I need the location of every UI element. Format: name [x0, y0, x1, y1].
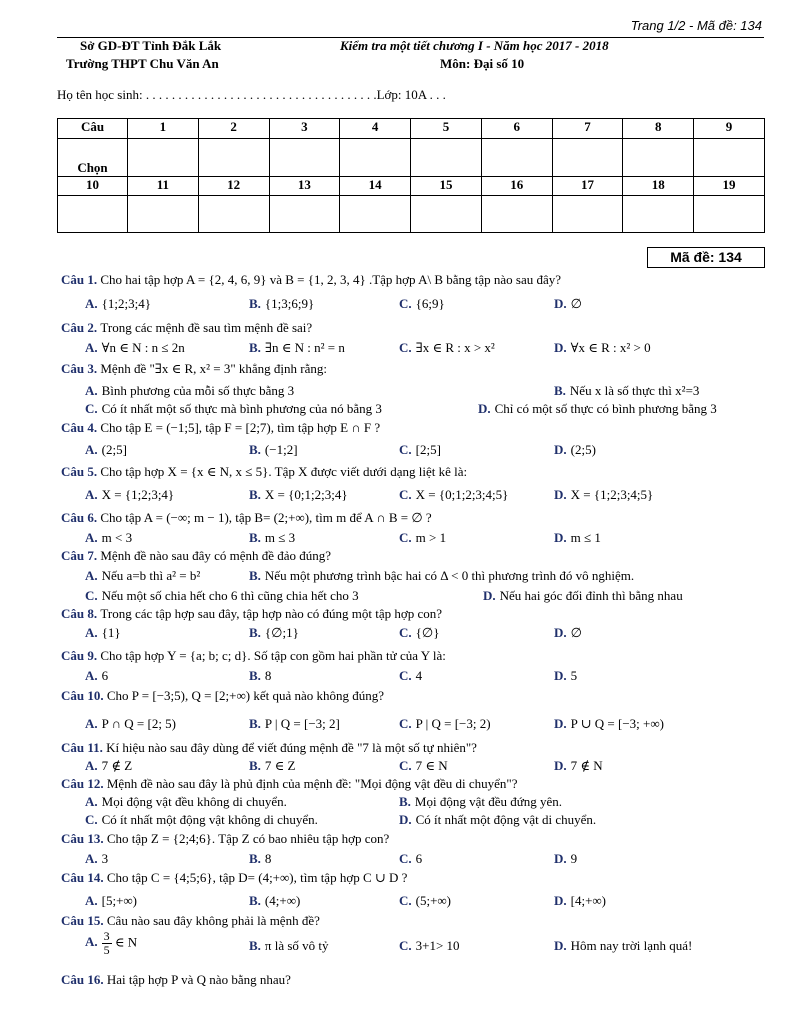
option-text: (5;+∞) — [415, 893, 452, 908]
option-c[interactable] — [399, 758, 448, 774]
question-text: Cho tập Z = {2;4;6}. Tập Z có bao nhiêu tập hợp con? — [106, 831, 390, 846]
option-text: m < 3 — [101, 530, 133, 545]
option-a[interactable] — [85, 930, 137, 957]
option-letter: A. — [85, 758, 98, 773]
option-text: Nếu một số chia hết cho 6 thì cũng chia hết cho 3 — [101, 588, 359, 603]
question-label: Câu 3. — [61, 361, 101, 376]
q-number-cell: 19 — [694, 177, 765, 196]
question-9 — [61, 648, 446, 664]
option-a[interactable] — [85, 296, 151, 312]
option-text: ∈ N — [111, 934, 138, 950]
q-number-cell: 18 — [623, 177, 694, 196]
option-text: {∅} — [415, 625, 440, 640]
q-number-cell: 12 — [198, 177, 269, 196]
option-letter: B. — [249, 716, 261, 731]
answer-choice-row-1 — [58, 139, 765, 177]
option-b[interactable] — [249, 668, 271, 684]
question-text: Câu nào sau đây không phải là mệnh đề? — [106, 913, 320, 928]
answer-cell[interactable] — [269, 196, 340, 233]
q-number-cell: 6 — [481, 119, 552, 139]
question-4 — [61, 420, 380, 436]
option-letter: D. — [554, 851, 567, 866]
student-info-line: Họ tên học sinh: . . . . . . . . . . . . . . . . . . . . . . . . . . . . . . . . . . . .Lớp: 10A . . . — [57, 87, 446, 102]
q-number-cell: 8 — [623, 119, 694, 139]
option-letter: A. — [85, 625, 98, 640]
question-text: Kí hiệu nào sau đây dùng để viết đúng mệnh đề "7 là một số tự nhiên"? — [106, 740, 477, 755]
question-11 — [61, 740, 477, 756]
option-letter: B. — [249, 442, 261, 457]
option-text: 6 — [101, 668, 109, 683]
q-number-cell: 4 — [340, 119, 411, 139]
option-c[interactable] — [399, 340, 495, 356]
option-d[interactable] — [554, 938, 692, 954]
option-d[interactable] — [554, 758, 603, 774]
option-b[interactable] — [249, 938, 329, 954]
option-a[interactable] — [85, 758, 132, 774]
option-text: 8 — [264, 851, 272, 866]
option-letter: C. — [399, 893, 412, 908]
q-number-cell: 13 — [269, 177, 340, 196]
option-b[interactable] — [249, 487, 348, 503]
option-text: ∀x ∈ R : x² > 0 — [570, 340, 651, 355]
option-text: ∅ — [570, 296, 582, 311]
option-a[interactable] — [85, 851, 108, 867]
answer-cell[interactable] — [340, 196, 411, 233]
q-number-cell: 7 — [552, 119, 623, 139]
q-label-cell: Câu — [58, 119, 128, 139]
page-label: Trang 1/2 - Mã đề: 134 — [630, 18, 762, 33]
option-letter: C. — [399, 340, 412, 355]
q-number-cell: 15 — [411, 177, 482, 196]
question-label: Câu 16. — [61, 972, 107, 987]
option-letter: A. — [85, 893, 98, 908]
option-letter: A. — [85, 296, 98, 311]
question-8 — [61, 606, 442, 622]
q-number-cell: 14 — [340, 177, 411, 196]
answer-cell[interactable] — [411, 139, 482, 177]
option-text: Nếu a=b thì a² = b² — [101, 568, 201, 583]
option-d[interactable] — [554, 716, 664, 732]
option-d[interactable] — [478, 401, 717, 417]
option-text: Chỉ có một số thực có bình phương bằng 3 — [494, 401, 717, 416]
q-number-cell: 11 — [128, 177, 199, 196]
question-10 — [61, 688, 384, 704]
option-letter: D. — [554, 893, 567, 908]
option-d[interactable] — [554, 893, 606, 909]
option-text: [2;5] — [415, 442, 441, 457]
option-text: Có ít nhất một động vật không di chuyển. — [101, 812, 318, 827]
q-number-cell: 9 — [694, 119, 765, 139]
question-1 — [61, 272, 561, 288]
q-number-cell: 5 — [411, 119, 482, 139]
question-label: Câu 5. — [61, 464, 101, 479]
answer-cell[interactable] — [198, 196, 269, 233]
question-text: Trong các tập hợp sau đây, tập hợp nào có đúng một tập hợp con? — [100, 606, 443, 621]
answer-cell[interactable] — [623, 139, 694, 177]
option-text: Có ít nhất một số thực mà bình phương của nó bằng 3 — [101, 401, 382, 416]
option-letter: D. — [554, 758, 567, 773]
option-letter: D. — [478, 401, 491, 416]
option-a[interactable] — [85, 794, 287, 810]
option-text: [5;+∞) — [101, 893, 138, 908]
fraction-denominator: 5 — [103, 943, 110, 957]
option-b[interactable] — [249, 758, 296, 774]
option-letter: D. — [554, 716, 567, 731]
answer-cell[interactable] — [694, 139, 765, 177]
question-label: Câu 7. — [61, 548, 101, 563]
option-c[interactable] — [85, 401, 382, 417]
answer-header-row-2 — [58, 177, 765, 196]
question-text: Trong các mệnh đề sau tìm mệnh đề sai? — [100, 320, 313, 335]
choice-label-cell: Chọn — [58, 139, 128, 177]
option-letter: A. — [85, 487, 98, 502]
question-label: Câu 1. — [61, 272, 101, 287]
option-letter: A. — [85, 934, 98, 950]
option-letter: A. — [85, 340, 98, 355]
option-c[interactable] — [85, 812, 318, 828]
option-c[interactable] — [399, 938, 460, 954]
option-letter: A. — [85, 442, 98, 457]
option-text: 3 — [101, 851, 109, 866]
option-c[interactable] — [399, 893, 451, 909]
option-text: X = {1;2;3;4} — [101, 487, 175, 502]
option-text: ∃n ∈ N : n² = n — [264, 340, 345, 355]
option-letter: B. — [249, 758, 261, 773]
option-b[interactable] — [249, 340, 345, 356]
option-a[interactable] — [85, 383, 294, 399]
option-text: P ∪ Q = [−3; +∞) — [570, 716, 664, 731]
option-text: 7 ∉ N — [570, 758, 603, 773]
answer-cell[interactable] — [552, 196, 623, 233]
option-text: {∅;1} — [264, 625, 299, 640]
option-text: 9 — [570, 851, 578, 866]
option-text: (−1;2] — [264, 442, 298, 457]
option-d[interactable] — [554, 487, 653, 503]
option-letter: D. — [554, 340, 567, 355]
option-d[interactable] — [399, 812, 596, 828]
option-text: (2;5) — [570, 442, 596, 457]
option-letter: C. — [399, 851, 412, 866]
option-a[interactable] — [85, 893, 137, 909]
option-letter: C. — [85, 812, 98, 827]
option-text: [4;+∞) — [570, 893, 607, 908]
option-text: Hôm nay trời lạnh quá! — [570, 938, 693, 953]
question-label: Câu 4. — [61, 420, 101, 435]
question-text: Mệnh đề nào sau đây có mệnh đề đảo đúng? — [100, 548, 332, 563]
option-letter: D. — [399, 812, 412, 827]
question-15 — [61, 913, 320, 929]
option-letter: D. — [554, 625, 567, 640]
question-text: Cho P = [−3;5), Q = [2;+∞) kết quả nào không đúng? — [106, 688, 385, 703]
option-text: Nếu một phương trình bậc hai có Δ < 0 thì phương trình đó vô nghiệm. — [264, 568, 635, 583]
option-text: Bình phương của mỗi số thực bằng 3 — [101, 383, 295, 398]
option-letter: A. — [85, 383, 98, 398]
exam-title: Kiểm tra một tiết chương I - Năm học 2017 - 2018 — [340, 38, 609, 53]
option-b[interactable] — [249, 568, 634, 584]
option-b[interactable] — [249, 442, 298, 458]
option-text: {1} — [101, 625, 121, 640]
option-d[interactable] — [554, 340, 651, 356]
question-label: Câu 11. — [61, 740, 107, 755]
option-letter: B. — [249, 625, 261, 640]
option-c[interactable] — [399, 442, 441, 458]
option-a[interactable] — [85, 668, 108, 684]
option-letter: C. — [85, 588, 98, 603]
question-label: Câu 13. — [61, 831, 107, 846]
question-7 — [61, 548, 331, 564]
option-c[interactable] — [399, 487, 508, 503]
option-text: Mọi động vật đều đứng yên. — [414, 794, 563, 809]
option-letter: C. — [399, 442, 412, 457]
question-6 — [61, 510, 432, 526]
option-letter: B. — [249, 938, 261, 953]
option-b[interactable] — [249, 893, 300, 909]
option-text: X = {0;1;2;3;4} — [264, 487, 348, 502]
question-text: Mệnh đề "∃x ∈ R, x² = 3" khẳng định rằng: — [100, 361, 328, 376]
option-c[interactable] — [399, 716, 491, 732]
option-c[interactable] — [85, 588, 359, 604]
option-letter: C. — [399, 938, 412, 953]
option-letter: B. — [554, 383, 566, 398]
answer-header-row-1 — [58, 119, 765, 139]
question-2 — [61, 320, 312, 336]
option-text: X = {0;1;2;3;4;5} — [415, 487, 509, 502]
option-a[interactable] — [85, 442, 127, 458]
option-letter: B. — [399, 794, 411, 809]
q-number-cell: 16 — [481, 177, 552, 196]
option-text: 7 ∈ Z — [264, 758, 296, 773]
option-letter: C. — [399, 296, 412, 311]
option-c[interactable] — [399, 296, 445, 312]
option-letter: D. — [554, 296, 567, 311]
option-letter: A. — [85, 530, 98, 545]
answer-choice-row-2 — [58, 196, 765, 233]
question-text: Cho tập C = {4;5;6}, tập D= (4;+∞), tìm tập hợp C ∪ D ? — [106, 870, 408, 885]
option-letter: B. — [249, 296, 261, 311]
question-label: Câu 12. — [61, 776, 107, 791]
option-d[interactable] — [554, 296, 582, 312]
q-number-cell: 10 — [58, 177, 128, 196]
question-text: Cho hai tập hợp A = {2, 4, 6, 9} và B = {1, 2, 3, 4} .Tập hợp A\ B bằng tập nào sau đây? — [100, 272, 562, 287]
option-a[interactable] — [85, 340, 185, 356]
question-label: Câu 8. — [61, 606, 101, 621]
question-text: Cho tập E = (−1;5], tập F = [2;7), tìm tập hợp E ∩ F ? — [100, 420, 381, 435]
option-letter: B. — [249, 487, 261, 502]
subject-name: Môn: Đại số 10 — [440, 56, 525, 71]
option-text: (4;+∞) — [264, 893, 301, 908]
option-b[interactable] — [399, 794, 562, 810]
question-text: Hai tập hợp P và Q nào bằng nhau? — [106, 972, 291, 987]
option-b[interactable] — [249, 851, 271, 867]
option-letter: D. — [554, 442, 567, 457]
question-13 — [61, 831, 389, 847]
option-b[interactable] — [249, 530, 295, 546]
question-label: Câu 9. — [61, 648, 101, 663]
option-letter: D. — [554, 487, 567, 502]
option-text: P | Q = [−3; 2) — [415, 716, 491, 731]
option-text: 5 — [570, 668, 578, 683]
option-letter: B. — [249, 568, 261, 583]
answer-cell[interactable] — [694, 196, 765, 233]
option-text: {1;2;3;4} — [101, 296, 151, 311]
option-text: Nếu x là số thực thì x²=3 — [569, 383, 700, 398]
question-label: Câu 15. — [61, 913, 107, 928]
fraction-numerator: 3 — [103, 929, 110, 943]
option-c[interactable] — [399, 530, 446, 546]
option-a[interactable] — [85, 568, 200, 584]
option-text: 3+1> 10 — [415, 938, 460, 953]
option-d[interactable] — [554, 851, 577, 867]
q-number-cell: 2 — [198, 119, 269, 139]
option-text: π là số vô tỷ — [264, 938, 329, 953]
option-letter: B. — [249, 340, 261, 355]
answer-cell[interactable] — [623, 196, 694, 233]
option-text: m ≤ 3 — [264, 530, 296, 545]
option-text: ∅ — [570, 625, 582, 640]
option-b[interactable] — [249, 716, 340, 732]
option-text: ∃x ∈ R : x > x² — [415, 340, 495, 355]
option-letter: A. — [85, 716, 98, 731]
question-3 — [61, 361, 327, 377]
option-a[interactable] — [85, 487, 174, 503]
option-letter: A. — [85, 568, 98, 583]
question-label: Câu 10. — [61, 688, 107, 703]
question-label: Câu 2. — [61, 320, 101, 335]
option-d[interactable] — [483, 588, 683, 604]
question-12 — [61, 776, 518, 792]
option-a[interactable] — [85, 716, 176, 732]
q-number-cell: 1 — [128, 119, 199, 139]
option-d[interactable] — [554, 625, 582, 641]
question-text: Cho tập hợp Y = {a; b; c; d}. Số tập con gồm hai phần tử của Y là: — [100, 648, 446, 663]
option-text: P | Q = [−3; 2] — [264, 716, 340, 731]
answer-cell[interactable] — [128, 139, 199, 177]
option-text: (2;5] — [101, 442, 127, 457]
option-letter: D. — [554, 668, 567, 683]
option-text: 8 — [264, 668, 272, 683]
option-letter: B. — [249, 530, 261, 545]
option-c[interactable] — [399, 625, 439, 641]
option-a[interactable] — [85, 625, 121, 641]
school-name: Trường THPT Chu Văn An — [66, 56, 219, 71]
option-letter: C. — [399, 487, 412, 502]
option-d[interactable] — [554, 668, 577, 684]
question-label: Câu 14. — [61, 870, 107, 885]
question-14 — [61, 870, 407, 886]
option-letter: C. — [85, 401, 98, 416]
option-letter: C. — [399, 716, 412, 731]
option-text: X = {1;2;3;4;5} — [570, 487, 654, 502]
answer-cell[interactable] — [58, 196, 128, 233]
answer-cell[interactable] — [481, 139, 552, 177]
option-letter: B. — [249, 893, 261, 908]
answer-cell[interactable] — [481, 196, 552, 233]
option-b[interactable] — [554, 383, 699, 399]
question-label: Câu 6. — [61, 510, 101, 525]
option-text: ∀n ∈ N : n ≤ 2n — [101, 340, 185, 355]
option-letter: C. — [399, 668, 412, 683]
option-text: 7 ∉ Z — [101, 758, 133, 773]
option-text: 6 — [415, 851, 423, 866]
option-text: P ∩ Q = [2; 5) — [101, 716, 177, 731]
option-text: 4 — [415, 668, 423, 683]
option-letter: B. — [249, 668, 261, 683]
option-letter: A. — [85, 668, 98, 683]
option-text: {1;3;6;9} — [264, 296, 315, 311]
answer-cell[interactable] — [340, 139, 411, 177]
option-a[interactable] — [85, 530, 132, 546]
question-5 — [61, 464, 467, 480]
option-letter: B. — [249, 851, 261, 866]
fraction — [102, 930, 112, 957]
exam-code-box: Mã đề: 134 — [647, 247, 765, 268]
question-text: Cho tập A = (−∞; m − 1), tập B= (2;+∞), tìm m để A ∩ B = ∅ ? — [100, 510, 432, 525]
option-text: m > 1 — [415, 530, 447, 545]
option-letter: A. — [85, 851, 98, 866]
option-text: Có ít nhất một động vật di chuyển. — [415, 812, 597, 827]
option-d[interactable] — [554, 530, 601, 546]
answer-cell[interactable] — [198, 139, 269, 177]
option-c[interactable] — [399, 668, 422, 684]
q-number-cell: 3 — [269, 119, 340, 139]
option-c[interactable] — [399, 851, 422, 867]
option-text: m ≤ 1 — [570, 530, 601, 545]
option-text: Nếu hai góc đối đỉnh thì bằng nhau — [499, 588, 683, 603]
option-letter: D. — [483, 588, 496, 603]
option-letter: C. — [399, 530, 412, 545]
answer-cell[interactable] — [552, 139, 623, 177]
q-number-cell: 17 — [552, 177, 623, 196]
option-letter: C. — [399, 758, 412, 773]
option-letter: A. — [85, 794, 98, 809]
answer-table — [57, 118, 765, 233]
question-16 — [61, 972, 291, 988]
dept-name: Sở GD-ĐT Tỉnh Đắk Lắk — [80, 38, 222, 53]
option-letter: D. — [554, 530, 567, 545]
answer-cell[interactable] — [411, 196, 482, 233]
question-text: Mệnh đề nào sau đây là phủ định của mệnh đề: "Mọi động vật đều di chuyển"? — [106, 776, 518, 791]
option-text: 7 ∈ N — [415, 758, 448, 773]
option-d[interactable] — [554, 442, 596, 458]
option-text: {6;9} — [415, 296, 445, 311]
answer-cell[interactable] — [128, 196, 199, 233]
option-letter: C. — [399, 625, 412, 640]
option-letter: D. — [554, 938, 567, 953]
option-b[interactable] — [249, 625, 299, 641]
question-text: Cho tập hợp X = {x ∈ N, x ≤ 5}. Tập X được viết dưới dạng liệt kê là: — [100, 464, 468, 479]
answer-cell[interactable] — [269, 139, 340, 177]
option-b[interactable] — [249, 296, 314, 312]
option-text: Mọi động vật đều không di chuyển. — [101, 794, 287, 809]
